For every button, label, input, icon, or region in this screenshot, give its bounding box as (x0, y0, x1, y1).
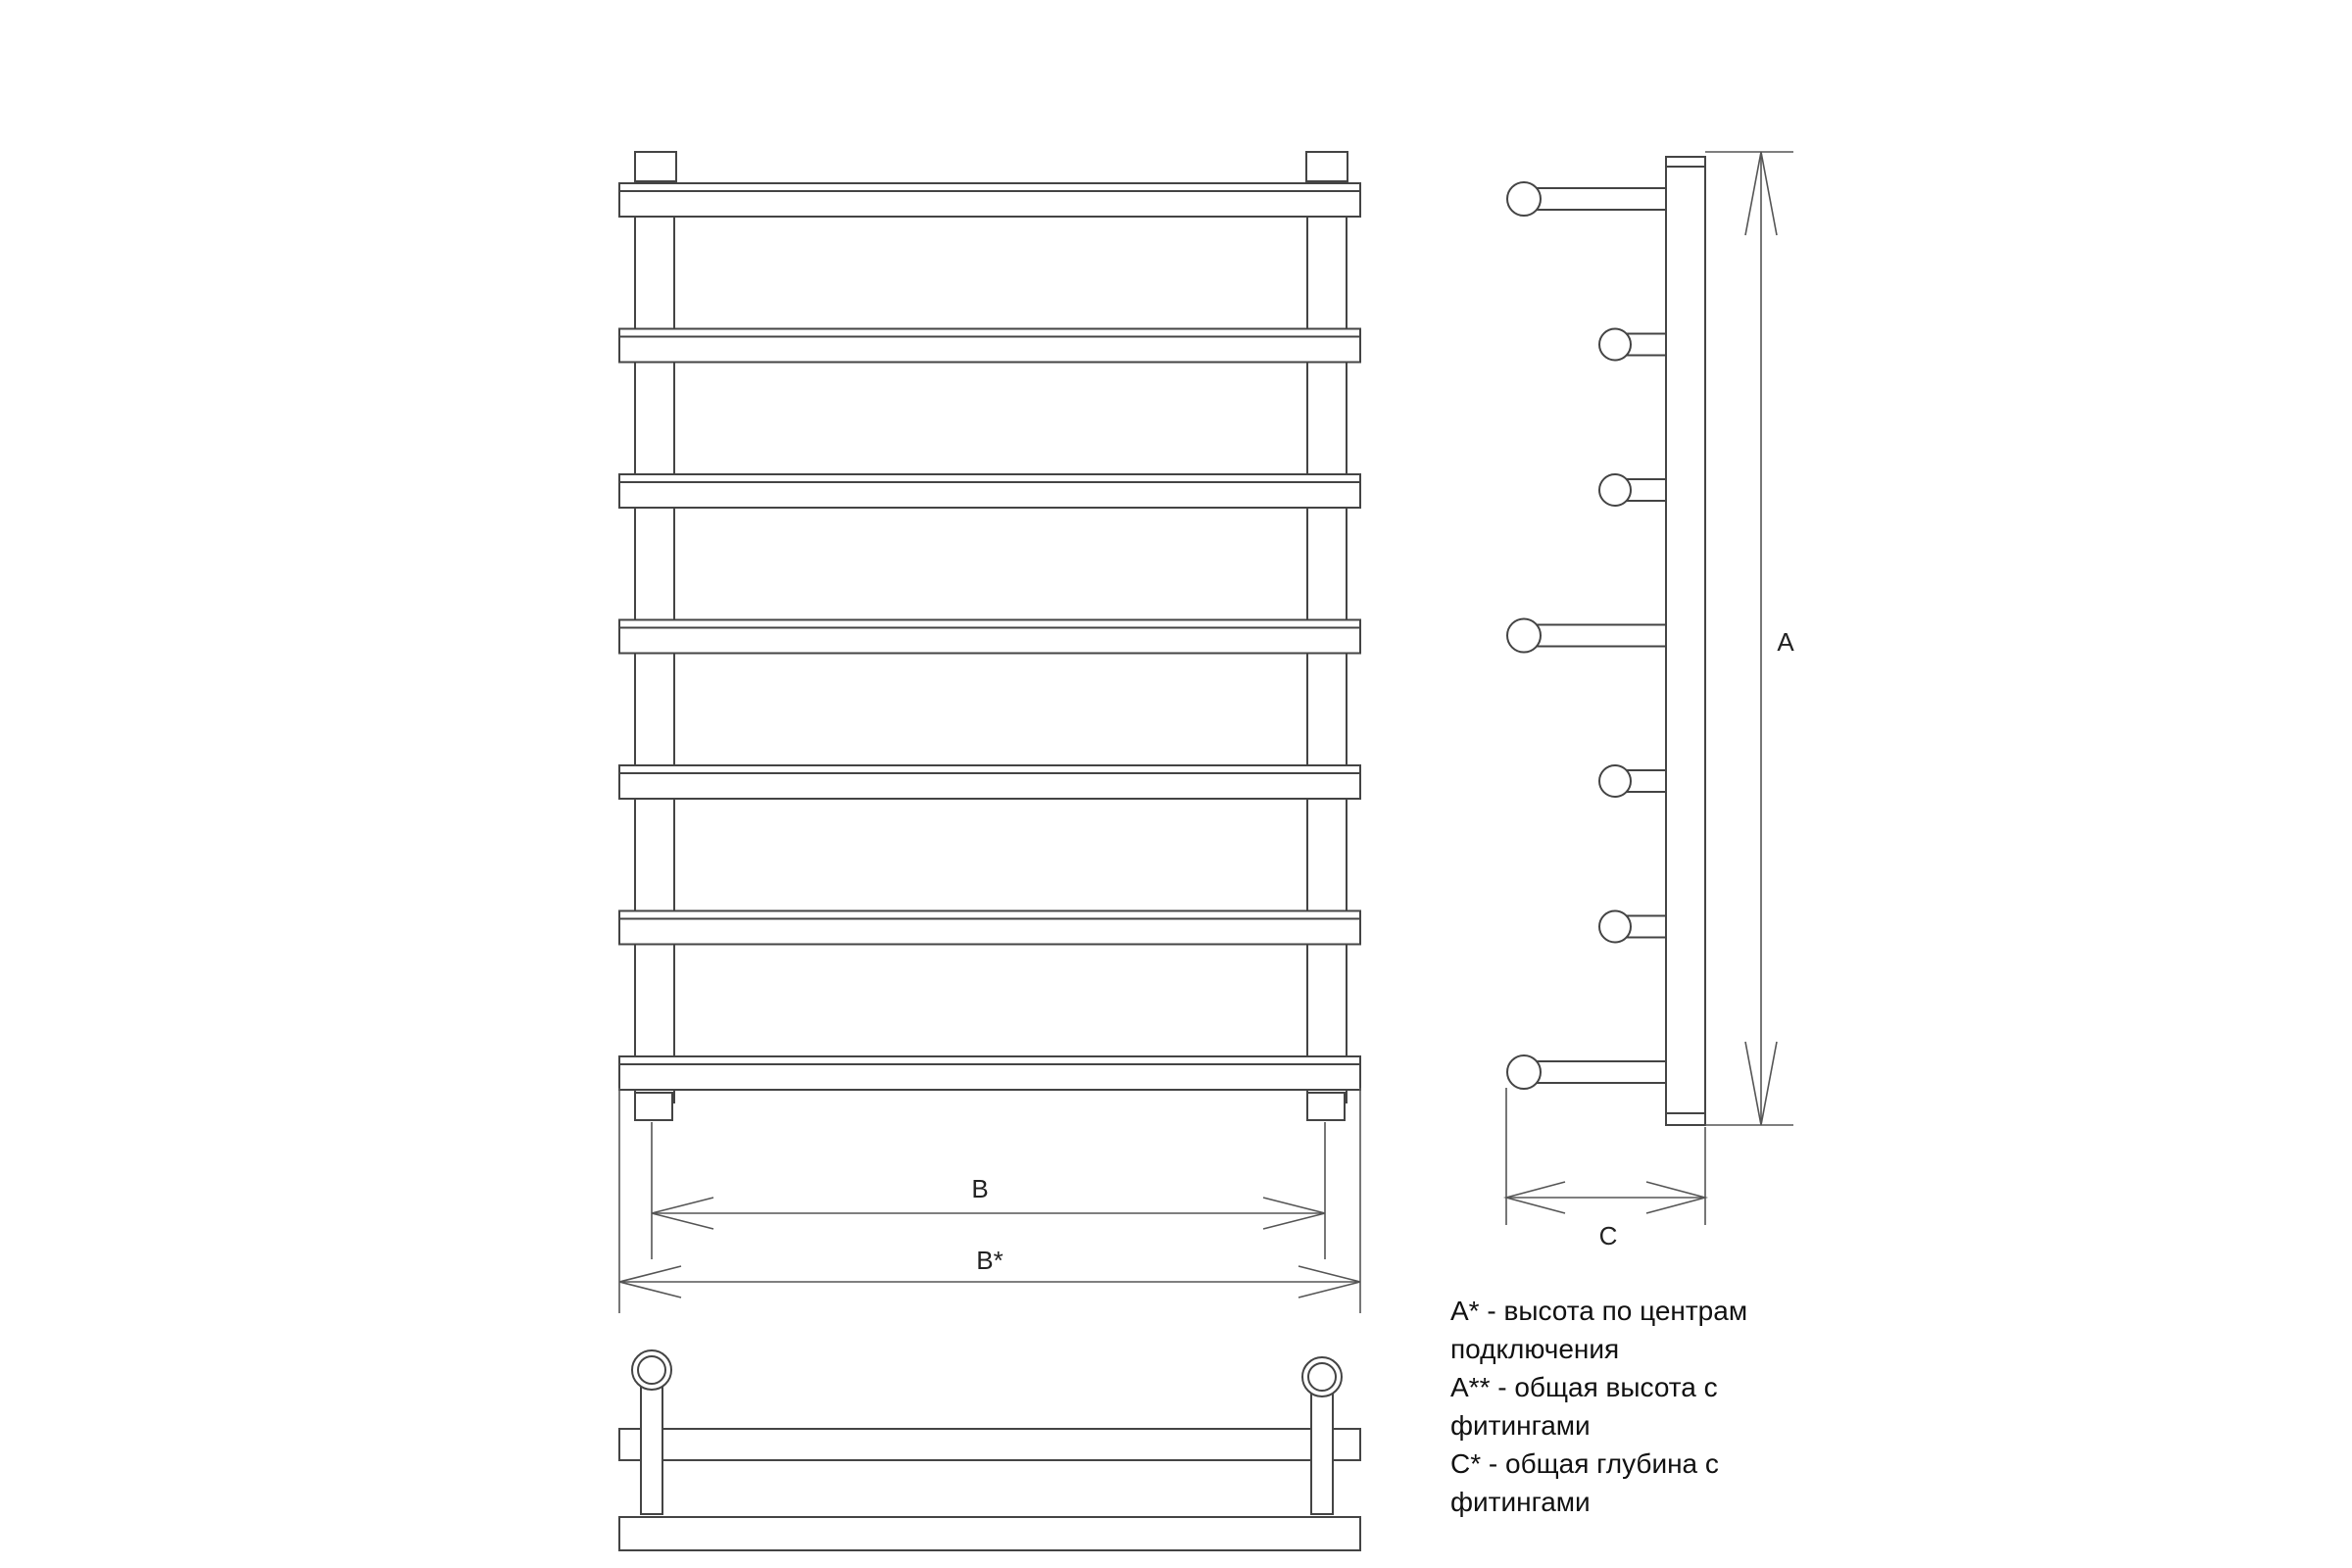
dimension-b (652, 1122, 1325, 1259)
front-rung-5 (619, 765, 1360, 799)
top-right-fitting-inner (1308, 1363, 1336, 1391)
front-rung-4 (619, 620, 1360, 654)
note-c-star: C* - общая глубина с фитингами (1450, 1448, 1719, 1517)
top-rear-bar (619, 1517, 1360, 1550)
front-rung-7 (619, 1056, 1360, 1090)
side-upright (1666, 157, 1705, 1125)
side-bracket-knob-7 (1507, 1055, 1541, 1089)
dimension-a-label: A (1777, 627, 1794, 657)
top-left-fitting-inner (638, 1356, 665, 1384)
front-rung-6 (619, 911, 1360, 945)
dimension-b-label: B (971, 1174, 989, 1203)
side-bracket-tube-1 (1524, 188, 1666, 210)
front-right-top-cap (1306, 152, 1348, 181)
side-view (1507, 157, 1705, 1125)
note-a-star: A* - высота по центрам подключения (1450, 1296, 1748, 1364)
side-bracket-knob-1 (1507, 182, 1541, 216)
side-bracket-knob-6 (1599, 911, 1631, 943)
front-rungs (619, 183, 1360, 1090)
top-front-bar (619, 1429, 1360, 1460)
dimension-a (1705, 152, 1794, 1125)
front-right-bottom-cap (1307, 1093, 1345, 1120)
front-left-bottom-cap (635, 1093, 672, 1120)
top-view (619, 1350, 1360, 1550)
notes-legend (1450, 1292, 1862, 1521)
side-bracket-tube-7 (1524, 1061, 1666, 1083)
dimension-c-label: C (1598, 1221, 1618, 1250)
front-rung-3 (619, 474, 1360, 508)
dimension-b-star (619, 1088, 1360, 1313)
side-bracket-knob-4 (1507, 619, 1541, 653)
side-bracket-knob-5 (1599, 765, 1631, 797)
front-view (619, 152, 1360, 1120)
front-rung-1 (619, 183, 1360, 217)
side-bracket-tube-4 (1524, 625, 1666, 647)
note-a-double-star: A** - общая высота с фитингами (1450, 1372, 1718, 1441)
side-bracket-knob-2 (1599, 329, 1631, 361)
front-rung-2 (619, 329, 1360, 363)
dimension-b-star-label: B* (976, 1246, 1004, 1275)
side-brackets (1507, 182, 1666, 1089)
front-left-top-cap (635, 152, 676, 181)
side-bracket-knob-3 (1599, 474, 1631, 506)
